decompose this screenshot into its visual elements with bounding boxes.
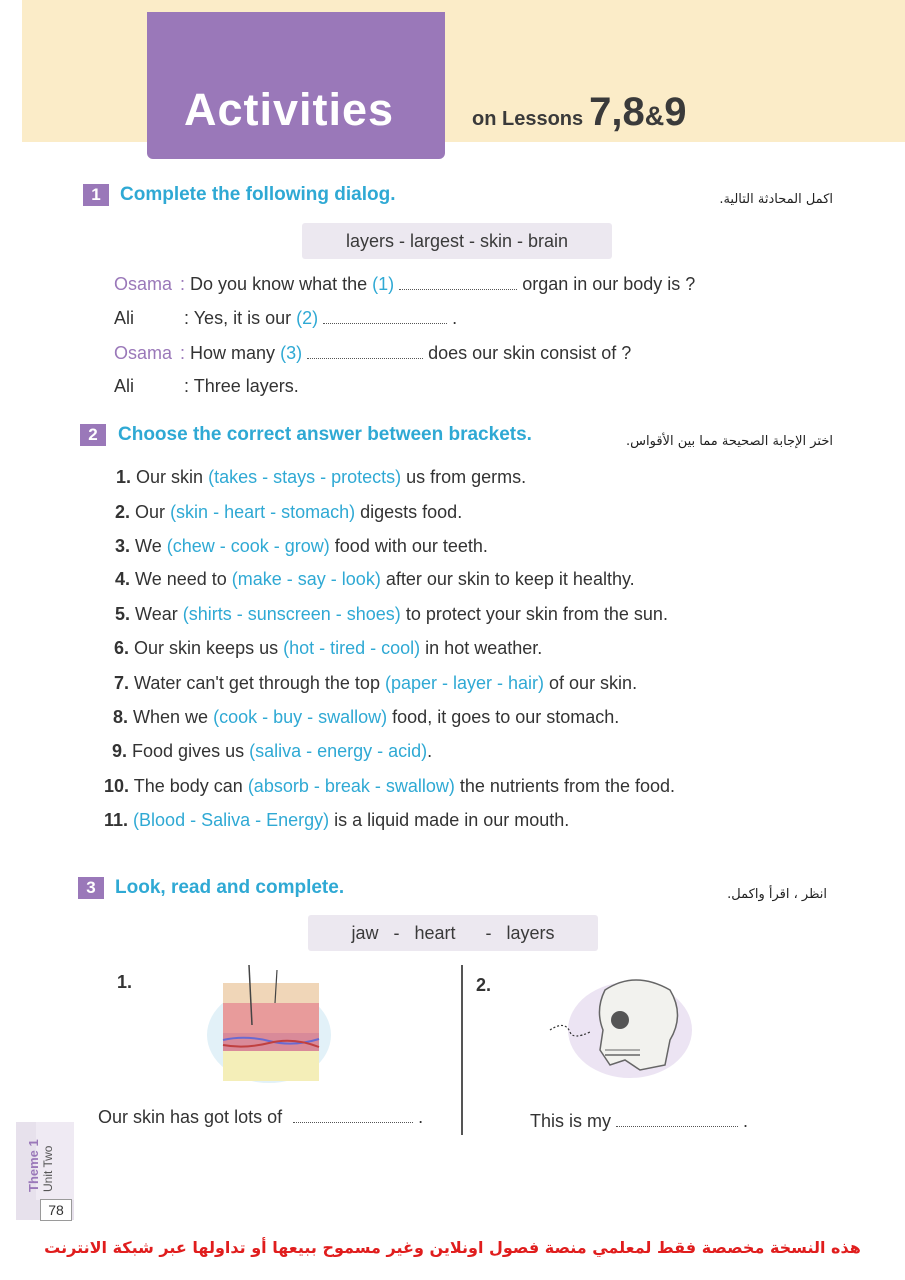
section3-word-bank: jaw - heart - layers [308,915,598,951]
blank-number: (1) [372,274,395,294]
question-text: Food gives us [132,741,245,761]
speaker: Osama [114,274,173,294]
question-text: We [135,536,162,556]
question-number: 2. [115,502,131,522]
question-number: 8. [113,707,129,727]
question-text: Our skin keeps us [134,638,279,658]
question-8 [113,707,619,728]
dialog-text: How many [190,343,276,363]
question-1 [116,467,526,488]
speaker-sep: : [180,343,186,363]
section1-word-bank: layers - largest - skin - brain [302,223,612,259]
dialog-text: Do you know what the [190,274,368,294]
answer-options[interactable]: (paper - layer - hair) [384,673,545,693]
blank-number: (2) [296,308,319,328]
section3-arabic: انظر ، اقرأ واكمل. [727,887,827,902]
blank-number: (3) [280,343,303,363]
dialog-line-4 [114,376,299,397]
item1-end: . [418,1107,424,1127]
speaker-sep: : [184,376,190,396]
question-text: in hot weather. [425,638,543,658]
question-number: 5. [115,604,131,624]
skin-layers-image [205,965,333,1090]
question-text: of our skin. [549,673,638,693]
question-text: . [427,741,433,761]
question-text: Water can't get through the top [134,673,380,693]
item2-blank[interactable] [616,1113,738,1127]
section2-arabic: اختر الإجابة الصحيحة مما بين الأقواس. [626,434,833,449]
section1-number: 1 [83,184,109,206]
question-text: us from germs. [406,467,527,487]
question-11 [104,810,569,831]
section3-number: 3 [78,877,104,899]
question-text: after our skin to keep it healthy. [385,569,635,589]
dialog-text: Three layers. [193,376,299,396]
speaker-sep: : [180,274,186,294]
item2-sentence [530,1111,748,1132]
blank-2[interactable] [323,310,447,324]
answer-options[interactable]: (saliva - energy - acid) [249,741,428,761]
question-2 [115,502,462,523]
question-text: is a liquid made in our mouth. [334,810,570,830]
answer-options[interactable]: (skin - heart - stomach) [170,502,356,522]
subtitle-numbers: 7,8 [589,90,645,134]
subtitle-small: on Lessons [472,108,584,130]
question-6 [114,638,542,659]
question-text: When we [133,707,209,727]
question-text: Our skin [136,467,204,487]
question-text: digests food. [360,502,463,522]
dialog-text: does our skin consist of ? [428,343,632,363]
answer-options[interactable]: (make - say - look) [231,569,381,589]
answer-options[interactable]: (Blood - Saliva - Energy) [133,810,330,830]
answer-options[interactable]: (shirts - sunscreen - shoes) [182,604,401,624]
dialog-line-1 [114,274,695,295]
subtitle-amp: & [644,101,665,131]
dialog-line-3 [114,343,631,364]
question-number: 3. [115,536,131,556]
dialog-text: . [452,308,458,328]
question-text: We need to [135,569,227,589]
question-3 [115,536,488,557]
dialog-text: organ in our body is ? [522,274,696,294]
answer-options[interactable]: (chew - cook - grow) [166,536,330,556]
answer-options[interactable]: (takes - stays - protects) [208,467,402,487]
section2-title: Choose the correct answer between brackets. [118,424,532,445]
section1-arabic: اكمل المحادثة التالية. [719,192,833,207]
question-number: 4. [115,569,131,589]
blank-1[interactable] [399,276,517,290]
answer-options[interactable]: (hot - tired - cool) [283,638,421,658]
section2-number: 2 [80,424,106,446]
question-number: 7. [114,673,130,693]
unit-label: Unit Two [41,1145,55,1192]
question-number: 6. [114,638,130,658]
question-text: to protect your skin from the sun. [405,604,668,624]
side-tab-text [26,1139,55,1192]
question-9 [112,741,432,762]
answer-options[interactable]: (absorb - break - swallow) [247,776,455,796]
answer-options[interactable]: (cook - buy - swallow) [213,707,388,727]
question-number: 11. [104,810,129,830]
question-text: Wear [135,604,178,624]
question-number: 1. [116,467,132,487]
item1-text: Our skin has got lots of [98,1107,283,1127]
question-number: 10. [104,776,130,796]
section3-title: Look, read and complete. [115,877,345,898]
speaker: Osama [114,343,173,363]
page-title: Activities [184,84,395,135]
question-text: food, it goes to our stomach. [392,707,620,727]
speaker-sep: : [184,308,190,328]
item1-blank[interactable] [293,1109,413,1123]
item2-text: This is my [530,1111,611,1131]
question-7 [114,673,637,694]
item2-end: . [743,1111,749,1131]
question-10 [104,776,675,797]
question-4 [115,569,635,590]
item1-sentence [98,1107,423,1128]
item1-number: 1. [117,972,133,992]
column-divider [461,965,463,1135]
dialog-line-2 [114,308,457,329]
question-number: 9. [112,741,128,761]
item2-number: 2. [476,975,492,995]
section1-title: Complete the following dialog. [120,184,396,205]
question-text: the nutrients from the food. [459,776,676,796]
theme-label: Theme 1 [26,1139,41,1192]
footer-note: هذه النسخة مخصصة فقط لمعلمي منصة فصول اونلاين وغير مسموح ببيعها أو تداولها عبر شبكة الانترنت [44,1238,861,1257]
question-text: food with our teeth. [334,536,488,556]
question-5 [115,604,668,625]
question-text: Our [135,502,166,522]
subtitle-last: 9 [664,90,687,134]
question-text: The body can [133,776,243,796]
skull-image [545,970,695,1085]
page-number: 78 [40,1199,72,1221]
speaker: Ali [114,308,135,328]
speaker: Ali [114,376,135,396]
dialog-text: Yes, it is our [193,308,292,328]
blank-3[interactable] [307,345,423,359]
lessons-subtitle [472,90,687,135]
